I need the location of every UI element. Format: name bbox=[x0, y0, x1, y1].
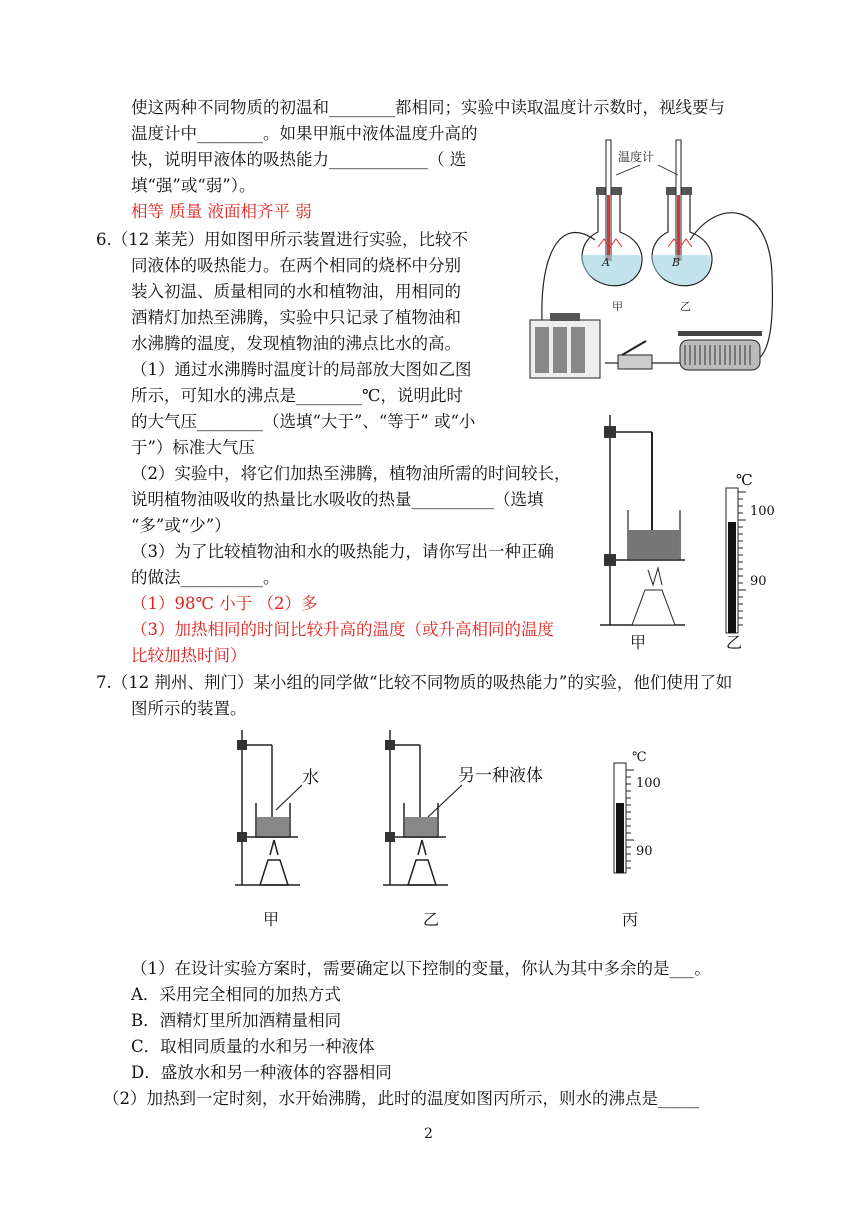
question-6-line: （3）为了比较植物油和水的吸热能力，请你写出一种正确 bbox=[131, 542, 554, 561]
question-7-line: （1）在设计实验方案时，需要确定以下控制的变量，你认为其中多余的是___。 bbox=[131, 959, 711, 978]
unit-label: ℃ bbox=[736, 471, 753, 489]
unit-label: ℃ bbox=[632, 750, 647, 765]
water-label: 水 bbox=[302, 768, 319, 788]
label-jia: 甲 bbox=[612, 300, 623, 313]
label-yi: 乙 bbox=[726, 633, 743, 652]
text-line: 温度计中________。如果甲瓶中液体温度升高的 bbox=[131, 124, 478, 143]
question-6-line: （2）实验中，将它们加热至沸腾，植物油所需的时间较长， bbox=[131, 464, 571, 483]
tick-90: 90 bbox=[636, 844, 653, 859]
figure-comparison bbox=[230, 725, 670, 935]
question-6-line: 的大气压________（选填“大于”、“等于” 或“小 bbox=[131, 412, 476, 431]
answer-line: （3）加热相同的时间比较升高的温度（或升高相同的温度 bbox=[131, 620, 554, 639]
tick-90: 90 bbox=[750, 574, 767, 589]
option-b: B．酒精灯里所加酒精量相同 bbox=[131, 1011, 342, 1030]
question-6-line: 于”）标准大气压 bbox=[131, 438, 255, 457]
question-6-line: 所示，可知水的沸点是________℃，说明此时 bbox=[131, 386, 463, 405]
text-line: 填“强”或“弱”）。 bbox=[131, 176, 256, 195]
figure-stand-thermometer bbox=[590, 410, 790, 660]
figure-flask-circuit bbox=[520, 135, 780, 385]
tick-100: 100 bbox=[636, 776, 661, 791]
question-6-line: 装入初温、质量相同的水和植物油，用相同的 bbox=[131, 282, 461, 301]
question-7-line: 7.（12 荆州、荆门）某小组的同学做“比较不同物质的吸热能力”的实验，他们使用了如 bbox=[96, 673, 733, 692]
option-c: C．取相同质量的水和另一种液体 bbox=[131, 1037, 375, 1056]
question-6-line: （1）通过水沸腾时温度计的局部放大图如乙图 bbox=[131, 360, 472, 379]
flask-b-label: B bbox=[672, 256, 681, 269]
question-6-line: 的做法__________。 bbox=[131, 568, 280, 587]
question-6-line: 同液体的吸热能力。在两个相同的烧杯中分别 bbox=[131, 256, 461, 275]
answer-line: 比较加热时间） bbox=[131, 646, 247, 665]
thermometer-label: 温度计 bbox=[618, 150, 655, 164]
text-line: 快，说明甲液体的吸热能力____________（ 选 bbox=[131, 150, 467, 169]
label-jia: 甲 bbox=[630, 633, 647, 652]
answer-line: （1）98℃ 小于 （2）多 bbox=[131, 594, 318, 613]
tick-100: 100 bbox=[750, 504, 775, 519]
flask-a-label: A bbox=[602, 256, 610, 269]
caption-bing: 丙 bbox=[622, 910, 639, 929]
option-a: A．采用完全相同的加热方式 bbox=[131, 985, 341, 1004]
label-yi: 乙 bbox=[680, 300, 691, 313]
question-6-line: “多”或“少”） bbox=[131, 516, 231, 535]
page-number: 2 bbox=[424, 1126, 433, 1142]
text-line: 使这两种不同物质的初温和________都相同；实验中读取温度计示数时，视线要与 bbox=[131, 98, 725, 117]
question-6-line: 水沸腾的温度，发现植物油的沸点比水的高。 bbox=[131, 334, 461, 353]
question-6-line: 6.（12 莱芜）用如图甲所示装置进行实验，比较不 bbox=[96, 230, 468, 249]
question-7-line: 图所示的装置。 bbox=[131, 699, 247, 718]
option-d: D．盛放水和另一种液体的容器相同 bbox=[131, 1063, 392, 1082]
question-7-line: （2）加热到一定时刻，水开始沸腾，此时的温度如图丙所示，则水的沸点是_____ bbox=[103, 1089, 700, 1108]
question-6-line: 说明植物油吸收的热量比水吸收的热量__________（选填 bbox=[131, 490, 544, 509]
answer-line: 相等 质量 液面相齐平 弱 bbox=[131, 202, 312, 221]
caption-jia: 甲 bbox=[263, 910, 280, 929]
question-6-line: 酒精灯加热至沸腾，实验中只记录了植物油和 bbox=[131, 308, 461, 327]
other-liquid-label: 另一种液体 bbox=[458, 766, 543, 786]
caption-yi: 乙 bbox=[423, 910, 440, 929]
